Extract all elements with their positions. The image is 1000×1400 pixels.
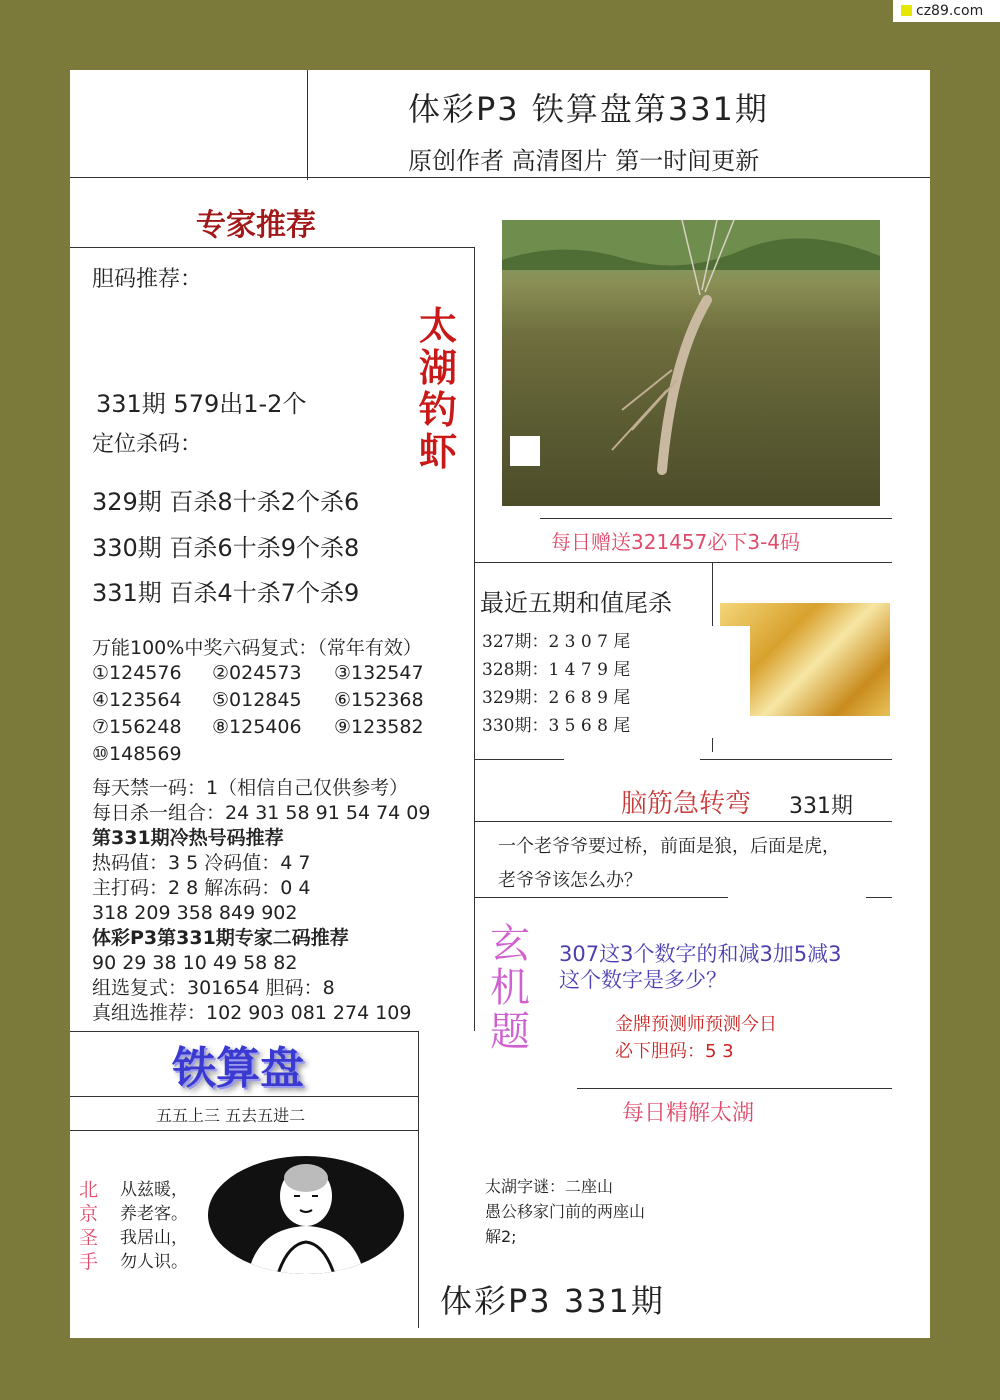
calc-box-right xyxy=(418,1031,419,1328)
calc-side-label: 北 京 圣 手 xyxy=(79,1179,99,1273)
gift-rule xyxy=(540,518,892,519)
combo-table: ①124576 ②024573 ③132547 ④123564 ⑤012845 ⑥152368 ⑦156248 ⑧125406 ⑨123582 ⑩148569 xyxy=(92,662,424,765)
info-line: 热码值：3 5 冷码值：4 7 xyxy=(92,852,311,874)
riddle-answer: 必下胆码：5 3 xyxy=(615,1041,734,1062)
expert-heading: 专家推荐 xyxy=(196,208,316,243)
kill-row: 329期 百杀8十杀2个杀6 xyxy=(92,488,360,516)
daily-gift: 每日赠送321457必下3-4码 xyxy=(551,530,801,554)
brain-issue: 331期 xyxy=(789,794,853,819)
expert-rule xyxy=(70,247,474,248)
calc-poem: 从兹暖， 养老客。 我居山， 勿人识。 xyxy=(120,1180,188,1272)
buddha-image xyxy=(208,1156,404,1274)
kill-row: 331期 百杀4十杀7个杀9 xyxy=(92,579,360,607)
tail-kill-row: 327期：2 3 0 7 尾 xyxy=(482,632,631,652)
gift-rule-bottom xyxy=(474,562,892,563)
calc-motto: 五五上三 五去五进二 xyxy=(156,1106,306,1125)
dan-line: 331期 579出1-2个 xyxy=(96,390,307,418)
brain-line: 老爷爷该怎么办？ xyxy=(498,870,642,891)
calc-rule xyxy=(70,1096,418,1097)
info-line: 真组选推荐：102 903 081 274 109 xyxy=(92,1002,412,1024)
info-line: 第331期冷热号码推荐 xyxy=(92,827,284,849)
taihu-text: 太湖字谜：二座山 愚公移家门前的两座山 解2; xyxy=(485,1177,646,1246)
white-patch xyxy=(510,436,540,466)
kill-row: 330期 百杀6十杀9个杀8 xyxy=(92,534,360,562)
riddle-question: 307这3个数字的和减3加5减3 xyxy=(559,942,842,966)
calc-rule xyxy=(70,1130,418,1131)
tail-kill-row: 328期：1 4 7 9 尾 xyxy=(482,660,631,680)
riddle-answer: 金牌预测师预测今日 xyxy=(615,1014,777,1035)
page-subtitle: 原创作者 高清图片 第一时间更新 xyxy=(408,147,760,175)
tail-kill-row: 329期：2 6 8 9 尾 xyxy=(482,688,631,708)
brain-rule xyxy=(474,821,892,822)
site-tag[interactable] xyxy=(893,0,1000,22)
taihu-heading: 每日精解太湖 xyxy=(622,1101,755,1126)
riddle-question: 这个数字是多少？ xyxy=(559,968,727,992)
info-line: 每天禁一码：1（相信自己仅供参考） xyxy=(92,777,409,799)
combo-heading: 万能100%中奖六码复式：（常年有效） xyxy=(92,637,422,659)
shrimp-photo xyxy=(502,220,880,506)
page-title: 体彩P3 铁算盘第331期 xyxy=(408,90,769,128)
dan-label: 胆码推荐： xyxy=(92,267,203,292)
header-rule xyxy=(70,177,930,178)
info-line: 318 209 358 849 902 xyxy=(92,902,298,924)
site-label: cz89.com xyxy=(916,3,984,19)
info-lines xyxy=(92,776,472,1026)
brain-rule xyxy=(474,759,564,760)
brain-rule-bottom xyxy=(866,897,892,898)
calc-title: 铁算盘 xyxy=(172,1043,304,1094)
riddle-rule xyxy=(577,1088,892,1089)
kill-label: 定位杀码： xyxy=(92,432,203,457)
tail-kill-row: 330期：3 5 6 8 尾 xyxy=(482,716,631,736)
riddle-side-title: 玄 机 题 xyxy=(490,921,530,1055)
info-line: 90 29 38 10 49 58 82 xyxy=(92,952,298,974)
info-line: 体彩P3第331期专家二码推荐 xyxy=(92,927,349,949)
brain-line: 一个老爷爷要过桥，前面是狼，后面是虎， xyxy=(498,836,840,857)
side-title-taihu: 太 湖 钓 虾 xyxy=(418,304,457,474)
expert-border xyxy=(474,247,475,1031)
header-divider xyxy=(307,70,308,180)
info-line: 每日杀一组合：24 31 58 91 54 74 09 xyxy=(92,802,431,824)
footer-title: 体彩P3 331期 xyxy=(440,1282,665,1320)
info-line: 主打码：2 8 解冻码：0 4 xyxy=(92,877,311,899)
info-line: 组选复式：301654 胆码：8 xyxy=(92,977,335,999)
white-patch xyxy=(680,626,750,738)
brain-rule xyxy=(700,759,892,760)
brain-heading: 脑筋急转弯 xyxy=(621,789,752,819)
tail-kill-heading: 最近五期和值尾杀 xyxy=(480,589,672,617)
brain-rule-bottom xyxy=(474,897,728,898)
tail-kill-list xyxy=(482,628,630,740)
site-square-icon xyxy=(901,5,912,16)
